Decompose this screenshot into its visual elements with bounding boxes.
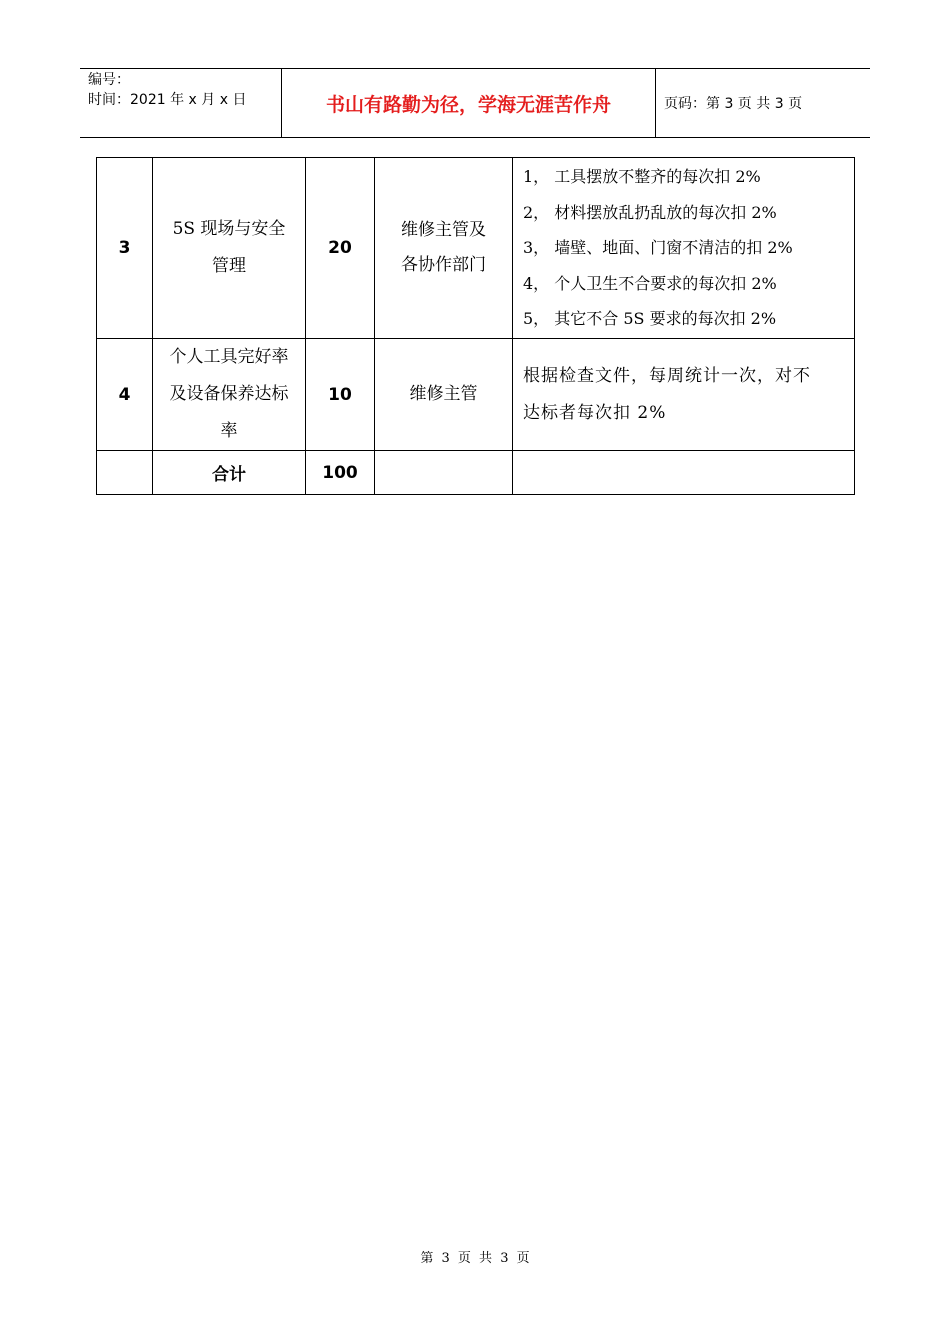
total-row (97, 451, 855, 495)
criteria-line: 1， 工具摆放不整齐的每次扣 2% (523, 167, 761, 187)
dept-line: 各协作部门 (401, 255, 486, 275)
criteria-line: 3， 墙壁、地面、门窗不清洁的扣 2% (523, 238, 793, 258)
item-line: 管理 (212, 256, 246, 276)
criteria-list (513, 158, 855, 339)
row-score: 10 (306, 339, 375, 451)
criteria-line: 达标者每次扣 2% (523, 402, 667, 423)
row-score: 20 (306, 158, 375, 339)
page-header (80, 68, 870, 138)
item-line: 及设备保养达标 (169, 384, 289, 404)
total-label: 合计 (153, 451, 306, 495)
responsible-dept (375, 158, 513, 339)
criteria-line: 根据检查文件，每周统计一次，对不 (523, 365, 811, 386)
number-label: 编号： (88, 72, 130, 88)
motto-text: 书山有路勤为径，学海无涯苦作舟 (325, 93, 611, 116)
row-number: 4 (97, 339, 153, 451)
criteria-line: 2， 材料摆放乱扔乱放的每次扣 2% (523, 202, 777, 222)
page-info: 页码：第 3 页 共 3 页 (664, 96, 803, 112)
total-score: 100 (306, 451, 375, 495)
header-meta-cell (80, 69, 282, 137)
dept-line: 维修主管 (409, 384, 478, 404)
time-label: 时间：2021 年 x 月 x 日 (88, 92, 247, 108)
criteria-line: 4， 个人卫生不合要求的每次扣 2% (523, 273, 777, 293)
table-row (97, 339, 855, 451)
item-line: 个人工具完好率 (169, 347, 289, 367)
item-line: 率 (220, 421, 238, 441)
row-number: 3 (97, 158, 153, 339)
assessment-item (153, 158, 306, 339)
page-footer: 第 3 页 共 3 页 (420, 1251, 530, 1266)
table-row (97, 158, 855, 339)
dept-line: 维修主管及 (401, 220, 486, 240)
total-empty-cell (513, 451, 855, 495)
responsible-dept (375, 339, 513, 451)
header-page-cell (656, 69, 870, 137)
item-line: 5S 现场与安全 (172, 219, 286, 239)
criteria-text (513, 339, 855, 451)
assessment-table (96, 157, 855, 495)
total-empty-cell (375, 451, 513, 495)
assessment-item (153, 339, 306, 451)
header-motto-cell (282, 69, 656, 137)
total-empty-cell (97, 451, 153, 495)
criteria-line: 5， 其它不合 5S 要求的每次扣 2% (523, 309, 777, 329)
